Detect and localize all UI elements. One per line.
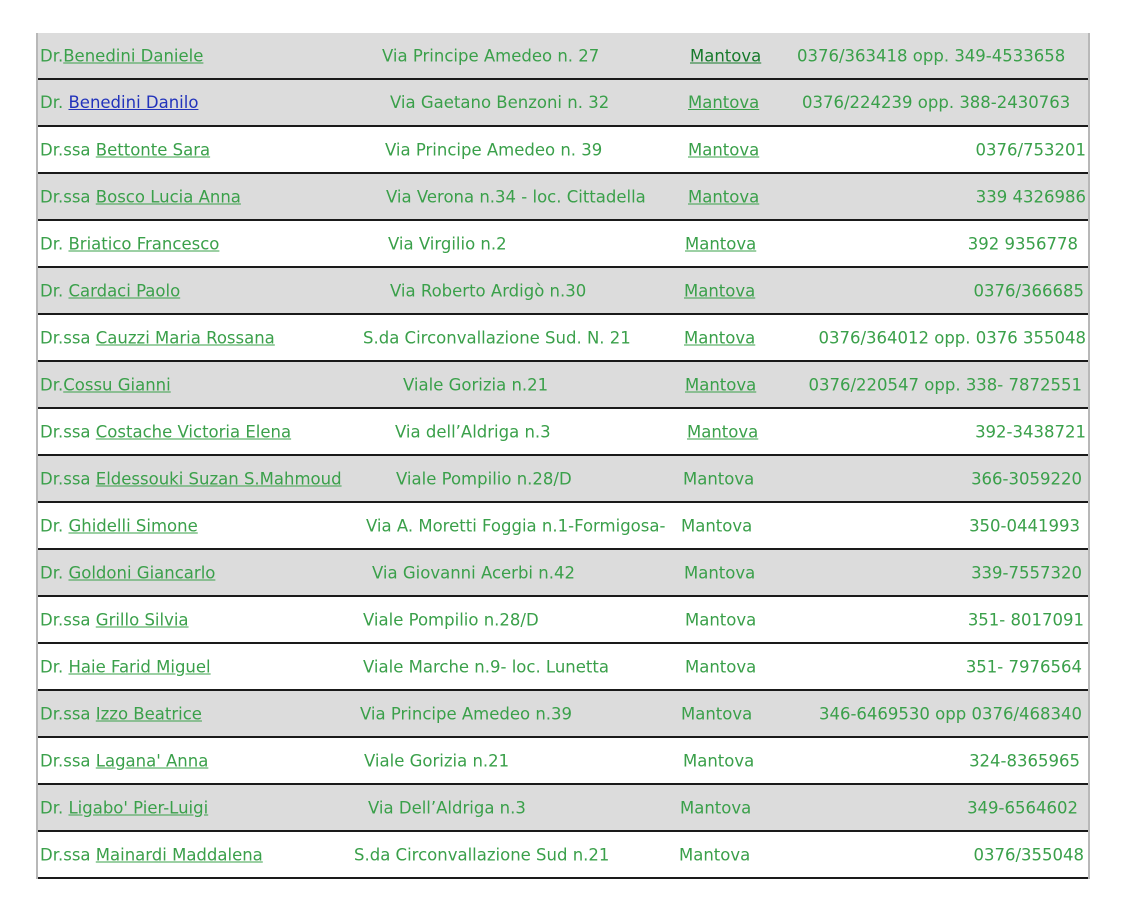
- doctor-name-link[interactable]: Bettonte Sara: [95, 140, 211, 159]
- doctor-name-cell: [40, 751, 208, 770]
- doctor-name-link[interactable]: Costache Victoria Elena: [95, 422, 292, 441]
- address-cell: Via Giovanni Acerbi n.42: [372, 563, 575, 582]
- table-row: [38, 127, 1088, 174]
- table-row: [38, 174, 1088, 221]
- city-link[interactable]: Mantova: [684, 281, 756, 300]
- address-cell: Via Principe Amedeo n. 27: [382, 46, 600, 65]
- phone-cell: 0376/363418 opp. 349-4533658: [797, 46, 1066, 65]
- table-row: [38, 80, 1088, 127]
- city-cell: Mantova: [683, 751, 755, 770]
- phone-cell: 346-6469530 opp 0376/468340: [818, 704, 1082, 723]
- city-link[interactable]: Mantova: [685, 234, 757, 253]
- phone-cell: 324-8365965: [969, 751, 1080, 770]
- address-cell: Via Roberto Ardigò n.30: [390, 281, 587, 300]
- address-cell: Via Gaetano Benzoni n. 32: [390, 93, 610, 112]
- doctor-name-cell: [40, 422, 291, 441]
- doctor-name-cell: [40, 798, 208, 817]
- table-row: [38, 597, 1088, 644]
- city-cell: Mantova: [680, 798, 752, 817]
- doctor-name-cell: [40, 281, 180, 300]
- phone-cell: 351- 7976564: [965, 657, 1082, 676]
- table-row: [38, 738, 1088, 785]
- table-row: [38, 644, 1088, 691]
- phone-cell: 392 9356778: [967, 234, 1078, 253]
- table-row: [38, 33, 1088, 80]
- doctor-title: Dr.ssa: [40, 422, 96, 441]
- phone-cell: 351- 8017091: [967, 610, 1084, 629]
- doctor-title: Dr.: [40, 93, 69, 112]
- doctor-name-link[interactable]: Bosco Lucia Anna: [95, 187, 241, 206]
- doctor-name-cell: [40, 140, 210, 159]
- address-cell: Viale Gorizia n.21: [364, 751, 510, 770]
- doctor-name-link[interactable]: Goldoni Giancarlo: [68, 563, 216, 582]
- phone-cell: 339-7557320: [971, 563, 1082, 582]
- doctor-title: Dr.ssa: [40, 751, 96, 770]
- doctor-title: Dr.ssa: [40, 610, 96, 629]
- doctor-name-cell: [40, 375, 171, 394]
- doctor-name-link[interactable]: Briatico Francesco: [68, 234, 220, 253]
- doctor-name-cell: [40, 93, 198, 112]
- table-row: [38, 456, 1088, 503]
- doctor-title: Dr.ssa: [40, 845, 96, 864]
- address-cell: Via Verona n.34 - loc. Cittadella: [386, 187, 646, 206]
- doctor-name-link[interactable]: Cardaci Paolo: [68, 281, 181, 300]
- city-link[interactable]: Mantova: [684, 328, 756, 347]
- city-link[interactable]: Mantova: [687, 422, 759, 441]
- address-cell: Viale Marche n.9- loc. Lunetta: [363, 657, 609, 676]
- table-row: [38, 550, 1088, 597]
- doctor-name-link[interactable]: Lagana' Anna: [95, 751, 209, 770]
- table-row: [38, 221, 1088, 268]
- phone-cell: 392-3438721: [975, 422, 1086, 441]
- doctor-name-link[interactable]: Haie Farid Miguel: [68, 657, 211, 676]
- table-row: [38, 832, 1088, 879]
- doctor-title: Dr.ssa: [40, 704, 96, 723]
- doctor-name-cell: [40, 187, 241, 206]
- address-cell: Via Dell’Aldriga n.3: [368, 798, 526, 817]
- address-cell: Via Virgilio n.2: [388, 234, 507, 253]
- city-link[interactable]: Mantova: [688, 187, 760, 206]
- doctor-title: Dr.: [40, 281, 69, 300]
- city-cell: Mantova: [684, 563, 756, 582]
- address-cell: S.da Circonvallazione Sud. N. 21: [363, 328, 631, 347]
- doctor-name-link[interactable]: Ghidelli Simone: [68, 516, 198, 535]
- table-row: [38, 268, 1088, 315]
- doctor-name-cell: [40, 610, 189, 629]
- doctor-name-cell: [40, 657, 211, 676]
- phone-cell: 366-3059220: [971, 469, 1082, 488]
- doctor-name-link[interactable]: Cauzzi Maria Rossana: [95, 328, 275, 347]
- address-cell: Viale Gorizia n.21: [403, 375, 549, 394]
- table-row: [38, 503, 1088, 550]
- doctor-title: Dr.: [40, 234, 69, 253]
- doctor-name-link[interactable]: Grillo Silvia: [95, 610, 189, 629]
- doctor-title: Dr.ssa: [40, 328, 96, 347]
- doctor-title: Dr.: [40, 798, 69, 817]
- city-link[interactable]: Mantova: [688, 93, 760, 112]
- doctor-name-cell: [40, 234, 219, 253]
- table-row: [38, 362, 1088, 409]
- phone-cell: 0376/364012 opp. 0376 355048: [818, 328, 1086, 347]
- address-cell: Via Principe Amedeo n. 39: [385, 140, 603, 159]
- phone-cell: 0376/220547 opp. 338- 7872551: [808, 375, 1082, 394]
- phone-cell: 0376/224239 opp. 388-2430763: [802, 93, 1071, 112]
- city-cell: Mantova: [679, 845, 751, 864]
- city-cell: Mantova: [681, 516, 753, 535]
- city-cell: Mantova: [685, 610, 757, 629]
- city-cell: Mantova: [683, 469, 755, 488]
- city-link[interactable]: Mantova: [688, 140, 760, 159]
- doctor-name-link[interactable]: Ligabo' Pier-Luigi: [68, 798, 209, 817]
- address-cell: Via Principe Amedeo n.39: [360, 704, 573, 723]
- doctor-name-cell: [40, 46, 203, 65]
- phone-cell: 0376/366685: [973, 281, 1084, 300]
- phone-cell: 0376/753201: [975, 140, 1086, 159]
- doctor-title: Dr.: [40, 375, 64, 394]
- phone-cell: 349-6564602: [967, 798, 1078, 817]
- doctors-table: [36, 33, 1090, 879]
- doctor-title: Dr.: [40, 46, 64, 65]
- address-cell: Via dell’Aldriga n.3: [395, 422, 551, 441]
- table-row: [38, 315, 1088, 362]
- table-row: [38, 785, 1088, 832]
- doctor-name-link[interactable]: Benedini Daniele: [63, 46, 204, 65]
- doctor-title: Dr.ssa: [40, 140, 96, 159]
- doctor-name-link[interactable]: Eldessouki Suzan S.Mahmoud: [95, 469, 342, 488]
- doctor-title: Dr.: [40, 657, 69, 676]
- address-cell: Viale Pompilio n.28/D: [363, 610, 539, 629]
- doctor-name-cell: [40, 845, 263, 864]
- doctor-name-cell: [40, 516, 198, 535]
- address-cell: S.da Circonvallazione Sud n.21: [354, 845, 610, 864]
- city-cell: Mantova: [681, 704, 753, 723]
- doctor-title: Dr.: [40, 516, 69, 535]
- doctor-name-cell: [40, 563, 215, 582]
- doctor-name-cell: [40, 704, 202, 723]
- phone-cell: 350-0441993: [969, 516, 1080, 535]
- doctor-title: Dr.: [40, 563, 69, 582]
- doctor-name-link[interactable]: Izzo Beatrice: [95, 704, 202, 723]
- doctor-title: Dr.ssa: [40, 187, 96, 206]
- doctor-name-link[interactable]: Benedini Danilo: [68, 93, 199, 112]
- doctor-name-link[interactable]: Mainardi Maddalena: [95, 845, 263, 864]
- city-cell: Mantova: [685, 657, 757, 676]
- table-row: [38, 409, 1088, 456]
- doctor-name-cell: [40, 469, 342, 488]
- doctor-title: Dr.ssa: [40, 469, 96, 488]
- table-row: [38, 691, 1088, 738]
- city-link[interactable]: Mantova: [685, 375, 757, 394]
- phone-cell: 0376/355048: [973, 845, 1084, 864]
- address-cell: Via A. Moretti Foggia n.1-Formigosa-: [366, 516, 666, 535]
- city-link[interactable]: Mantova: [690, 46, 762, 65]
- doctor-name-cell: [40, 328, 275, 347]
- doctor-name-link[interactable]: Cossu Gianni: [63, 375, 171, 394]
- phone-cell: 339 4326986: [975, 187, 1086, 206]
- address-cell: Viale Pompilio n.28/D: [396, 469, 572, 488]
